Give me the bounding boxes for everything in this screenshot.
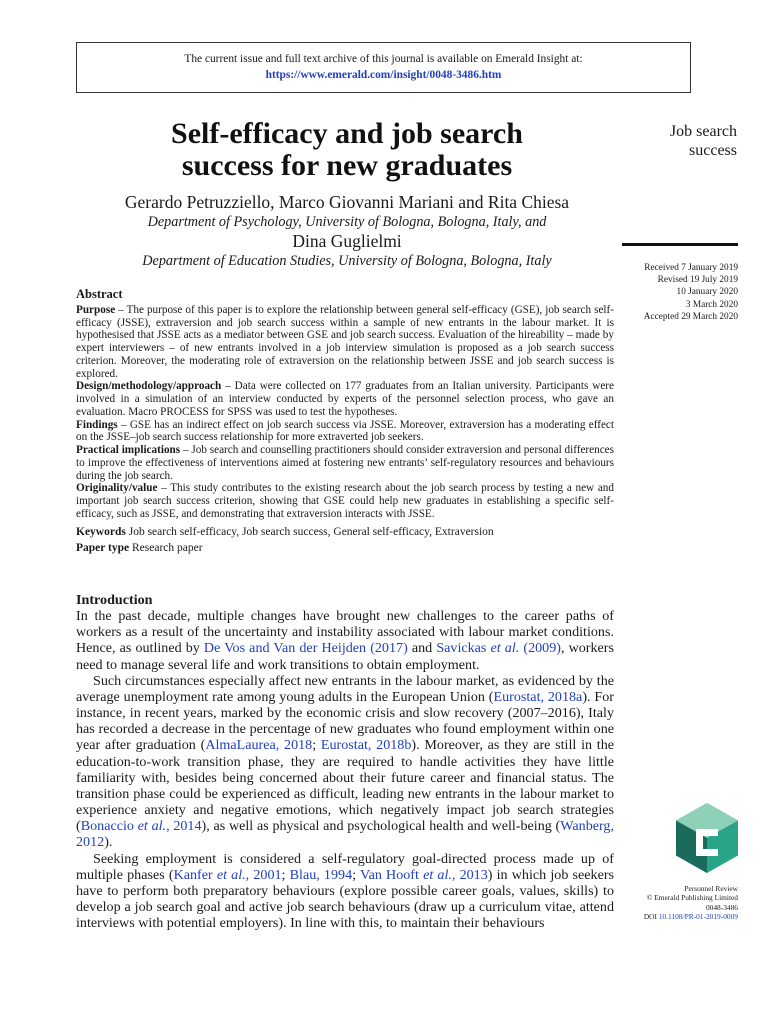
intro-heading: Introduction (76, 592, 153, 608)
issn: 0048-3486 (705, 902, 738, 912)
text-run: ; (352, 866, 360, 883)
authors-line-1: Gerardo Petruzziello, Marco Giovanni Mariani and Rita Chiesa (124, 192, 570, 212)
citation-link[interactable]: Wanberg, 2012 (76, 818, 615, 851)
keywords-text: Job search self-efficacy, Job search success, General self-efficacy, Extraversion (125, 525, 494, 538)
text-run: Such circumstances especially affect new entrants in the labour market, as evidenced by the average unemployment rate among young adults in the European Union ( (76, 672, 614, 705)
text-run: ; (281, 866, 290, 883)
body-section (76, 592, 614, 931)
text-run: ), as well as physical and psychological health and well-being ( (201, 818, 561, 835)
author-block (76, 192, 618, 270)
authors-line-2: Dina Guglielmi (292, 231, 402, 251)
citation-author: Kanfer (173, 866, 217, 883)
text-run: ). (104, 834, 113, 851)
citation-link[interactable] (174, 867, 282, 883)
date-revised-3: 3 March 2020 (685, 299, 738, 310)
running-head-line-1: Job search (669, 123, 737, 140)
text-run: ). Moreover, as they are still in the education-to-work transition phase, they are required to handle activities they have little familiarity with, besides being concerned about their future career and financial status. The transition phase could be experienced as difficult, leading new entrants in the labour market to experience anxiety and negative emotions, which negatively impact job search strategies ( (76, 737, 615, 835)
abstract-originality (76, 482, 614, 520)
citation-link[interactable]: De Vos and Van der Heijden (2017) (203, 640, 408, 657)
paragraph-2 (76, 673, 614, 851)
citation-link[interactable] (436, 640, 561, 656)
citation-year: , 2014 (166, 818, 202, 835)
citation-etal: et al. (216, 866, 246, 883)
text-run: Seeking employment is considered a self-regulatory goal-directed process made up of multiple phases ( (76, 850, 614, 883)
paper-title (76, 118, 618, 182)
citation-author: Savickas (436, 640, 491, 657)
publisher: © Emerald Publishing Limited (646, 893, 738, 903)
design-text: – Data were collected on 177 graduates from an Italian university. Participants were involved in a simulation of an interview conducted by experts of the personnel selection process, who gave an evaluation. Macro PROCESS for SPSS was used to test the hypotheses. (76, 380, 614, 418)
keywords-label: Keywords (76, 525, 126, 538)
abstract-paper-type (76, 540, 614, 556)
citation-link[interactable]: Eurostat, 2018b (320, 737, 412, 754)
citation-year: , 2013 (451, 866, 488, 883)
citation-year: (2009) (519, 640, 561, 657)
affiliation-1: Department of Psychology, University of Bologna, Bologna, Italy, and (147, 214, 547, 230)
text-run: In the past decade, multiple changes have brought new challenges to the career paths of workers as a result of the uncertainty and instability associated with labour market conditions. Hence, as outlined by (76, 608, 614, 657)
abstract-findings (76, 419, 614, 445)
doi-label: DOI (643, 912, 659, 922)
sidebar-rule (622, 243, 738, 246)
date-received: Received 7 January 2019 (644, 263, 738, 273)
findings-label: Findings (76, 418, 118, 431)
practical-text: – Job search and counselling practitioners should consider extraversion and personal differences to improve the effectiveness of interventions aimed at fostering new entrants’ self-regulatory resources and behaviours during the job search. (76, 444, 614, 482)
journal-name: Personnel Review (684, 884, 738, 893)
design-label: Design/methodology/approach (76, 380, 222, 393)
abstract-heading: Abstract (76, 287, 123, 301)
originality-text: – This study contributes to the existing research about the job search process by testing a new and important job search success criterion, showing that GSE could help new graduates in establishing a specific self-efficacy, such as JSSE, and demonstrating that extraversion interacts with JSSE. (76, 482, 614, 520)
practical-label: Practical implications (76, 444, 181, 456)
submission-dates (600, 262, 738, 323)
paragraph-1 (76, 608, 614, 673)
journal-info (600, 884, 738, 922)
paper-type-text: Research paper (129, 541, 203, 554)
text-run: and (407, 640, 437, 657)
findings-text: – GSE has an indirect effect on job search success via JSSE. Moreover, extraversion has a moderating effect on the JSSE–job search success relationship for more extraverted job seekers. (76, 418, 614, 444)
running-head (622, 122, 737, 160)
purpose-label: Purpose (76, 303, 116, 316)
journal-availability-notice (76, 42, 691, 93)
abstract-keywords (76, 524, 614, 540)
paragraph-3 (76, 851, 614, 932)
text-run: , workers need to manage several life and work transitions to obtain employment. (76, 640, 614, 673)
citation-author: Bonaccio (80, 818, 138, 835)
text-run: ; (312, 737, 321, 754)
abstract-section (76, 288, 614, 556)
text-run: ) in which job seekers have to perform both preparatory behaviours (explore possible career goals, values, skills) to develop a job search goal and active job search behaviours (draw up a curriculum vitae, attend interviews with potential employers). In line with this, to maintain their behaviours (76, 866, 614, 932)
doi-link[interactable]: 10.1108/PR-01-2019-0009 (658, 912, 738, 922)
citation-etal: et al. (490, 640, 520, 657)
citation-year: , 2001 (245, 866, 282, 883)
citation-link[interactable]: AlmaLaurea, 2018 (205, 737, 313, 754)
date-accepted: Accepted 29 March 2020 (643, 311, 738, 322)
citation-etal: et al. (137, 818, 167, 835)
running-head-line-2: success (689, 142, 737, 159)
paper-type-label: Paper type (76, 541, 130, 554)
notice-text: The current issue and full text archive of this journal is available on Emerald Insight at: (184, 53, 583, 65)
abstract-practical (76, 444, 614, 482)
affiliation-2: Department of Education Studies, University of Bologna, Bologna, Italy (142, 253, 552, 269)
date-revised-2: 10 January 2020 (676, 287, 738, 298)
emerald-publishing-logo-icon (676, 803, 738, 873)
citation-link[interactable] (81, 818, 202, 834)
title-line-1: Self-efficacy and job search (171, 117, 523, 150)
date-revised-1: Revised 19 July 2019 (657, 275, 738, 286)
abstract-purpose (76, 304, 614, 381)
citation-link[interactable] (360, 867, 488, 883)
title-line-2: success for new graduates (181, 149, 513, 182)
originality-label: Originality/value (76, 482, 158, 495)
abstract-design (76, 380, 614, 418)
citation-author: Van Hooft (359, 866, 424, 883)
citation-link[interactable]: Blau, 1994 (289, 866, 353, 883)
text-run: ). For instance, in recent years, marked by the economic crisis and slow recovery (2007–2016), Italy has recorded a decrease in the percentage of new graduates who found employment within one year after graduation ( (76, 688, 614, 754)
doi-line (600, 912, 738, 921)
journal-url-link[interactable]: https://www.emerald.com/insight/0048-3486.htm (265, 68, 502, 81)
citation-link[interactable]: Eurostat, 2018a (493, 688, 583, 705)
citation-etal: et al. (423, 866, 452, 883)
purpose-text: – The purpose of this paper is to explore the relationship between general self-efficacy (GSE), job search self-efficacy (JSSE), extraversion and job search success within a sample of new entrants in the labour market. It is hypothesised that JSSE acts as a mediator between GSE and job search success. Evaluation of the hireability – made by expert interviewers – of new entrants involved in a job interview simulation is proposed as a job search success criterion. Moreover, the moderating role of extraversion on the relationship between JSSE and job search success is explored. (76, 303, 614, 380)
